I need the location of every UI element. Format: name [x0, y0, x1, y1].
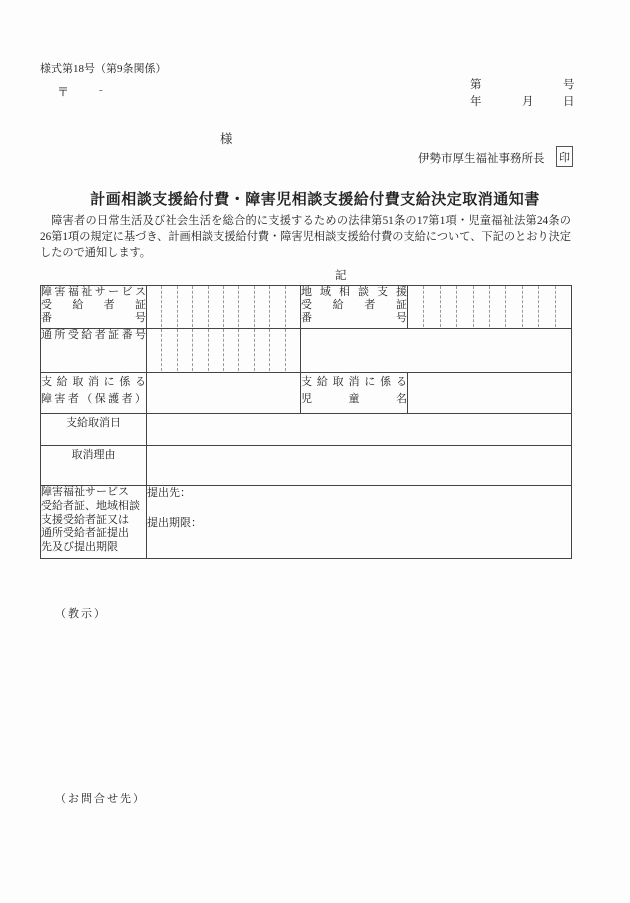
chiiki-cert-number-label: 地域相談支援 受給者証 番号 — [301, 286, 408, 329]
digit-box — [161, 286, 176, 327]
addressee-suffix: 様 — [220, 132, 233, 146]
digit-box — [238, 329, 253, 371]
digit-box — [408, 286, 423, 327]
digit-box — [555, 286, 571, 327]
body-paragraph: 障害者の日常生活及び社会生活を総合的に支援するための法律第51条の17第1項・児童福祉法第24条の26第1項の規定に基づき、計画相談支援給付費・障害児相談支援給付費の支給について、下記のとおり決定したので通知します。 — [40, 215, 571, 259]
page-title: 計画相談支援給付費・障害児相談支援給付費支給決定取消通知書 — [90, 192, 540, 208]
contact-note: （お問合せ先） — [55, 793, 146, 805]
seal-box — [556, 146, 573, 167]
digit-box — [254, 286, 269, 327]
tsusho-cert-number-field — [147, 329, 301, 373]
seal-icon: 印 — [559, 151, 570, 164]
cancel-child-label: 支給取消に係る 児童名 — [301, 373, 408, 414]
tsusho-cert-number-label: 通所受給者証番号 — [41, 329, 147, 373]
date-year-label: 年 — [470, 96, 482, 108]
digit-box — [223, 286, 238, 327]
date-day-label: 日 — [563, 96, 575, 108]
digit-box — [285, 286, 300, 327]
empty-cell — [301, 329, 572, 373]
digit-box — [285, 329, 300, 371]
digit-boxes — [147, 329, 300, 371]
cancel-date-field — [147, 414, 572, 446]
doc-number-prefix: 第 — [470, 79, 482, 91]
doc-number-suffix: 号 — [563, 79, 575, 91]
table-row — [41, 486, 572, 559]
digit-box — [489, 286, 505, 327]
cert-submit-label: 障害福祉サービス 受給者証、地域相談 支援受給者証又は 通所受給者証提出 先及び提出期限 — [41, 486, 147, 559]
digit-box — [269, 286, 284, 327]
digit-box — [147, 286, 161, 327]
digit-box — [177, 286, 192, 327]
digit-box — [254, 329, 269, 371]
postal-mark-icon: 〒 — [57, 85, 70, 99]
table-row — [41, 446, 572, 486]
digit-box — [473, 286, 489, 327]
table-row — [41, 373, 572, 414]
digit-box — [208, 329, 223, 371]
date-month-label: 月 — [522, 96, 534, 108]
cancel-person-label: 支給取消に係る 障害者（保護者） — [41, 373, 147, 414]
digit-box — [208, 286, 223, 327]
ki-heading: 記 — [335, 270, 347, 282]
digit-boxes — [408, 286, 571, 327]
digit-box — [192, 329, 207, 371]
digit-box — [161, 329, 176, 371]
digit-box — [538, 286, 554, 327]
table-row — [41, 286, 572, 329]
submit-deadline-label: 提出期限： — [147, 517, 202, 529]
issuer-name: 伊勢市厚生福祉事務所長 — [418, 153, 545, 165]
kyoji-note: （教示） — [55, 608, 107, 620]
postal-code-dash: - — [99, 84, 103, 96]
digit-box — [505, 286, 521, 327]
digit-box — [522, 286, 538, 327]
form-number: 様式第18号（第9条関係） — [40, 63, 167, 75]
digit-box — [440, 286, 456, 327]
chiiki-cert-number-field — [408, 286, 572, 329]
digit-box — [456, 286, 472, 327]
digit-box — [423, 286, 439, 327]
digit-box — [238, 286, 253, 327]
digit-box — [269, 329, 284, 371]
cancel-reason-label: 取消理由 — [41, 446, 147, 486]
cert-submit-field — [147, 486, 572, 559]
table-row — [41, 329, 572, 373]
cancel-person-field — [147, 373, 301, 414]
digit-box — [177, 329, 192, 371]
table-row — [41, 414, 572, 446]
cancel-date-label: 支給取消日 — [41, 414, 147, 446]
service-cert-number-label: 障害福祉サービス 受給者証 番号 — [41, 286, 147, 329]
cancel-child-field — [408, 373, 572, 414]
main-table — [40, 285, 572, 559]
service-cert-number-field — [147, 286, 301, 329]
submit-to-label: 提出先： — [147, 487, 191, 499]
digit-box — [192, 286, 207, 327]
digit-boxes — [147, 286, 300, 327]
cancel-reason-field — [147, 446, 572, 486]
digit-box — [147, 329, 161, 371]
digit-box — [223, 329, 238, 371]
